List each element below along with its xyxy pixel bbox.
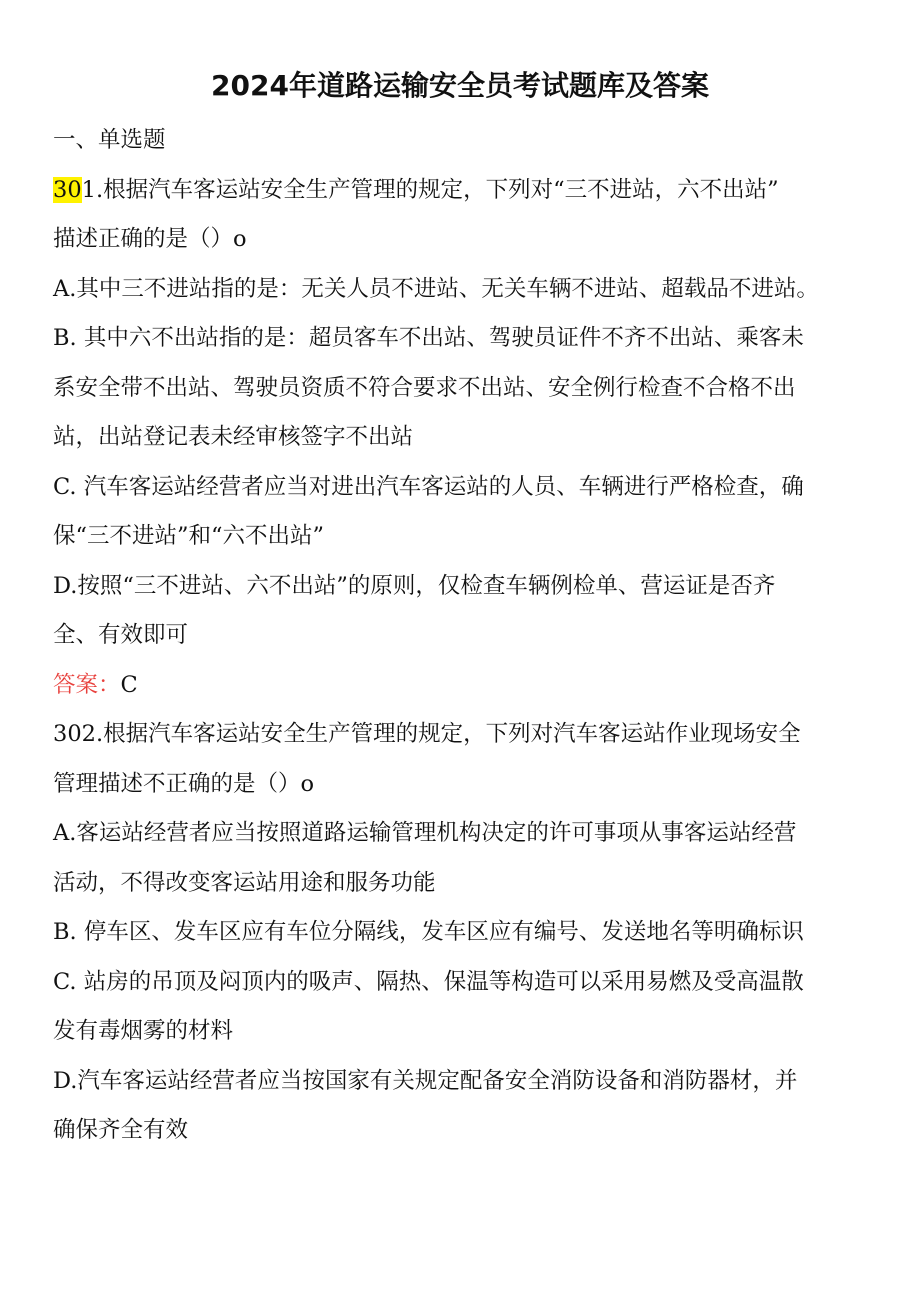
question-301-stem-text-1: 根据汽车客运站安全生产管理的规定，下列对“三不进站，六不出站”	[103, 176, 779, 203]
option-line: 全、有效即可	[53, 622, 189, 648]
question-301-option-a	[53, 265, 883, 315]
question-302-stem-text-1: 根据汽车客运站安全生产管理的规定，下列对汽车客运站作业现场安全	[103, 721, 801, 747]
option-line: B. 其中六不出站指的是：超员客车不出站、驾驶员证件不齐不出站、乘客未	[53, 325, 804, 351]
option-line: D.汽车客运站经营者应当按国家有关规定配备安全消防设备和消防器材，并	[53, 1067, 798, 1094]
option-line: C. 站房的吊顶及闷顶内的吸声、隔热、保温等构造可以采用易燃及受高温散	[53, 968, 804, 995]
option-line: A.客运站经营者应当按照道路运输管理机构决定的许可事项从事客运站经营	[53, 820, 797, 846]
section-heading: 一、单选题	[53, 127, 166, 153]
answer-value: C	[120, 671, 138, 698]
question-302-number: 302.	[53, 721, 104, 747]
option-line: C. 汽车客运站经营者应当对进出汽车客运站的人员、车辆进行严格检查，确	[53, 473, 804, 500]
question-302-option-a	[53, 809, 883, 908]
option-line: B. 停车区、发车区应有车位分隔线，发车区应有编号、发送地名等明确标识	[53, 919, 804, 945]
question-301-answer	[53, 661, 883, 711]
question-302-stem-line-1	[53, 710, 883, 760]
option-line: D.按照“三不进站、六不出站”的原则，仅检查车辆例检单、营运证是否齐	[53, 572, 776, 599]
option-line: 站，出站登记表未经审核签字不出站	[53, 424, 414, 450]
question-301-number-highlight: 30	[53, 176, 82, 203]
answer-label: 答案：	[53, 671, 121, 698]
question-301-option-b	[53, 314, 883, 463]
question-302-stem-line-2: 管理描述不正确的是（）o	[53, 770, 315, 797]
question-302-option-c	[53, 958, 883, 1057]
option-line: 活动，不得改变客运站用途和服务功能	[53, 869, 436, 896]
option-line: 系安全带不出站、驾驶员资质不符合要求不出站、安全例行检查不合格不出	[53, 374, 796, 401]
document-title: 2024年道路运输安全员考试题库及答案	[211, 69, 709, 102]
option-line: 保“三不进站”和“六不出站”	[53, 523, 325, 549]
question-301-number-rest: 1.	[81, 176, 104, 203]
question-301-stem-line-2: 描述正确的是（）o	[53, 226, 247, 252]
question-301-option-c	[53, 463, 883, 562]
question-301-stem-line-1	[53, 166, 883, 216]
document-body	[53, 116, 883, 1156]
option-line: 确保齐全有效	[53, 1117, 189, 1143]
question-302-option-b	[53, 908, 883, 958]
question-301-option-d	[53, 562, 883, 661]
option-line: A.其中三不进站指的是：无关人员不进站、无关车辆不进站、超载品不进站。	[53, 275, 819, 302]
question-302-option-d	[53, 1057, 883, 1156]
question-301	[53, 166, 883, 711]
question-302	[53, 710, 883, 1156]
option-line: 发有毒烟雾的材料	[53, 1018, 234, 1044]
